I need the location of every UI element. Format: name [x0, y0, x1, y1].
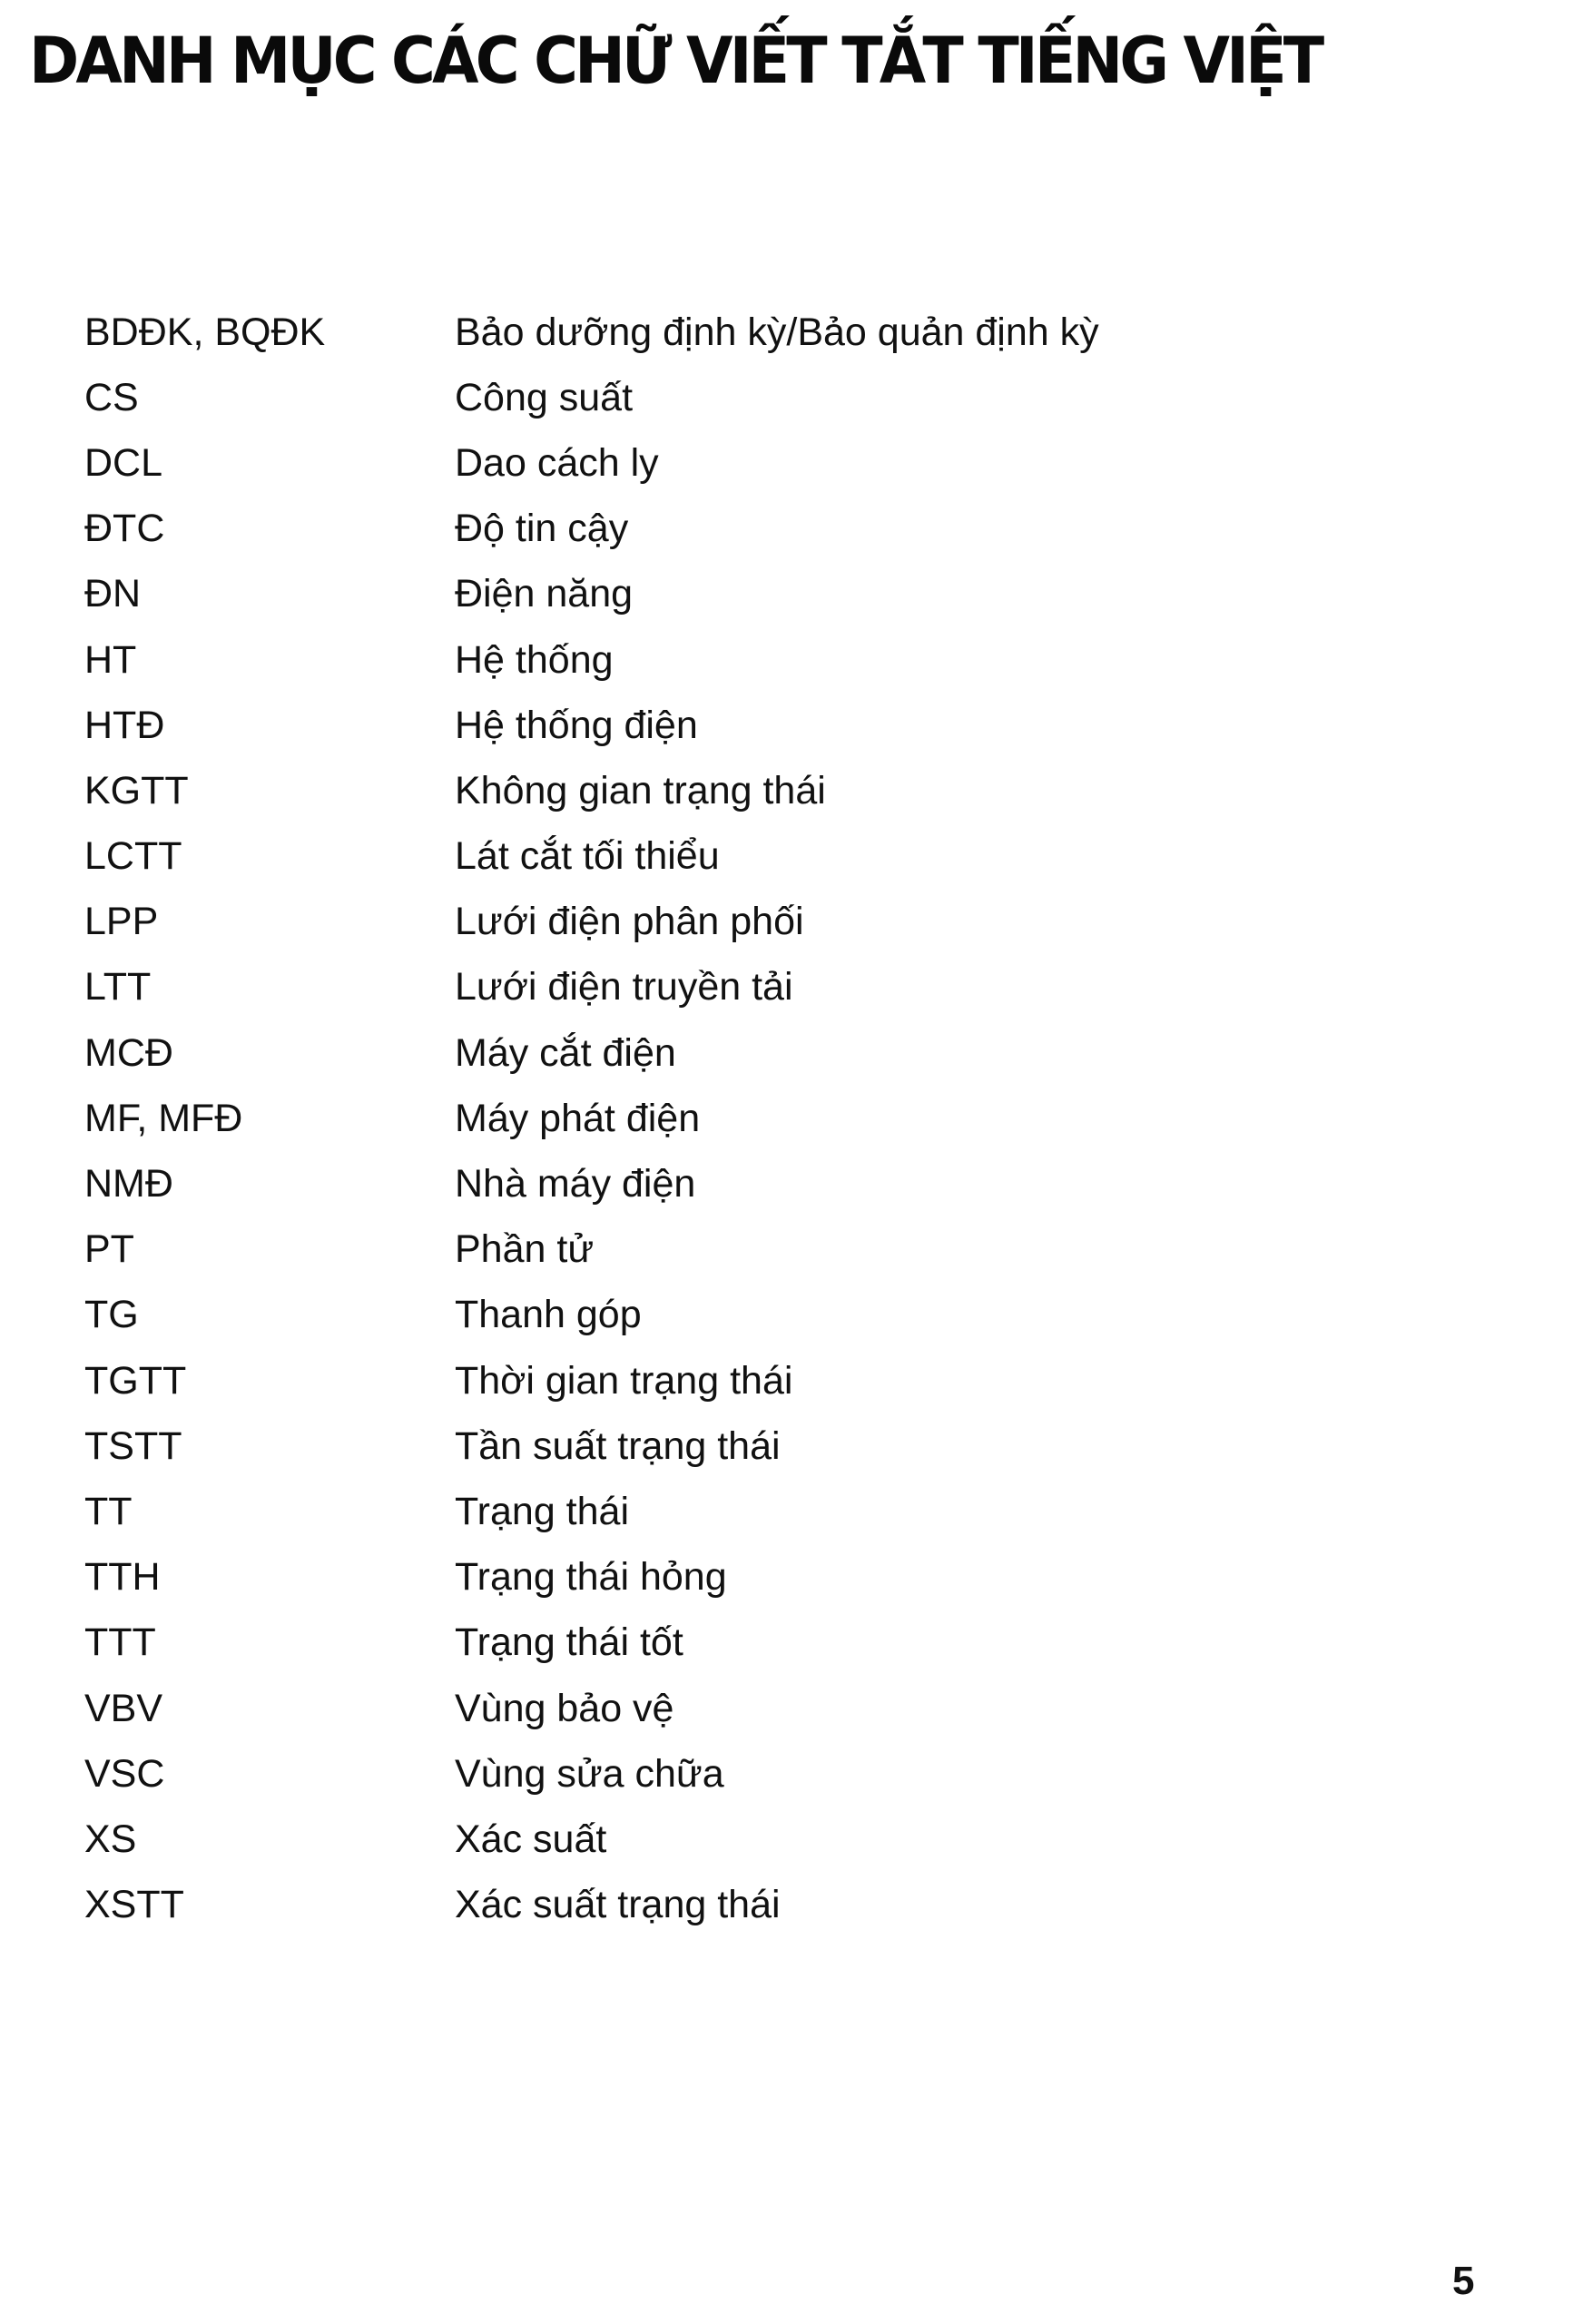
abbreviation-meaning: Máy cắt điện — [455, 1030, 676, 1075]
abbreviation-list — [84, 300, 1355, 1938]
abbreviation-row — [84, 1545, 1355, 1610]
abbreviation-row — [84, 1348, 1355, 1413]
abbreviation-code: DCL — [84, 440, 163, 485]
abbreviation-code: LTT — [84, 965, 152, 1009]
abbreviation-row — [84, 1020, 1355, 1086]
abbreviation-row — [84, 890, 1355, 955]
abbreviation-code: VSC — [84, 1751, 165, 1796]
abbreviation-code: TTH — [84, 1555, 161, 1600]
abbreviation-meaning: Xác suất — [455, 1817, 607, 1861]
abbreviation-meaning: Vùng bảo vệ — [455, 1686, 674, 1730]
abbreviation-code: VBV — [84, 1686, 163, 1730]
abbreviation-meaning: Hệ thống điện — [455, 703, 698, 747]
abbreviation-code: PT — [84, 1227, 134, 1272]
abbreviation-meaning: Dao cách ly — [455, 440, 659, 485]
abbreviation-code: TT — [84, 1489, 133, 1533]
abbreviation-meaning: Phần tử — [455, 1227, 595, 1272]
abbreviation-row — [84, 824, 1355, 890]
abbreviation-code: NMĐ — [84, 1162, 173, 1206]
abbreviation-meaning: Điện năng — [455, 572, 634, 616]
abbreviation-code: HTĐ — [84, 703, 165, 747]
abbreviation-row — [84, 1217, 1355, 1283]
abbreviation-meaning: Vùng sửa chữa — [455, 1751, 724, 1796]
abbreviation-code: MCĐ — [84, 1030, 173, 1075]
abbreviation-row — [84, 1610, 1355, 1676]
abbreviation-code: ĐN — [84, 572, 142, 616]
abbreviation-code: XS — [84, 1817, 137, 1861]
abbreviation-meaning: Máy phát điện — [455, 1096, 701, 1140]
page-number: 5 — [1452, 2259, 1475, 2303]
abbreviation-meaning: Công suất — [455, 375, 634, 419]
abbreviation-row — [84, 1413, 1355, 1479]
abbreviation-meaning: Trạng thái tốt — [455, 1620, 683, 1665]
abbreviation-meaning: Hệ thống — [455, 637, 614, 682]
abbreviation-row — [84, 1283, 1355, 1348]
abbreviation-meaning: Lưới điện truyền tải — [455, 965, 793, 1009]
abbreviation-row — [84, 365, 1355, 430]
abbreviation-code: HT — [84, 637, 137, 682]
abbreviation-row — [84, 1086, 1355, 1151]
abbreviation-row — [84, 1479, 1355, 1544]
abbreviation-code: MF, MFĐ — [84, 1096, 243, 1140]
abbreviation-meaning: Lát cắt tối thiểu — [455, 834, 720, 879]
abbreviation-code: BDĐK, BQĐK — [84, 310, 326, 354]
abbreviation-row — [84, 955, 1355, 1020]
abbreviation-row — [84, 562, 1355, 627]
abbreviation-meaning: Nhà máy điện — [455, 1162, 696, 1206]
abbreviation-code: TGTT — [84, 1358, 187, 1403]
abbreviation-row — [84, 1741, 1355, 1807]
abbreviation-row — [84, 693, 1355, 758]
abbreviation-row — [84, 1873, 1355, 1938]
abbreviation-row — [84, 758, 1355, 823]
abbreviation-code: LPP — [84, 900, 159, 944]
abbreviation-code: ĐTC — [84, 507, 165, 551]
abbreviation-meaning: Lưới điện phân phối — [455, 900, 804, 944]
abbreviation-meaning: Không gian trạng thái — [455, 768, 826, 812]
abbreviation-row — [84, 1151, 1355, 1216]
abbreviation-code: KGTT — [84, 768, 189, 812]
abbreviation-meaning: Xác suất trạng thái — [455, 1883, 781, 1927]
abbreviation-row — [84, 497, 1355, 562]
abbreviation-code: TTT — [84, 1620, 156, 1665]
abbreviation-meaning: Thanh góp — [455, 1293, 642, 1337]
abbreviation-meaning: Thời gian trạng thái — [455, 1358, 793, 1403]
abbreviation-code: LCTT — [84, 834, 182, 879]
page-title: DANH MỤC CÁC CHỮ VIẾT TẮT TIẾNG VIỆT — [29, 24, 1322, 98]
abbreviation-row — [84, 300, 1355, 365]
abbreviation-row — [84, 430, 1355, 496]
abbreviation-code: CS — [84, 375, 139, 419]
abbreviation-meaning: Trạng thái — [455, 1489, 630, 1533]
abbreviation-meaning: Tần suất trạng thái — [455, 1423, 781, 1468]
abbreviation-meaning: Bảo dưỡng định kỳ/Bảo quản định kỳ — [455, 310, 1099, 354]
abbreviation-row — [84, 1676, 1355, 1741]
abbreviation-code: TG — [84, 1293, 139, 1337]
abbreviation-code: TSTT — [84, 1423, 182, 1468]
abbreviation-row — [84, 1807, 1355, 1872]
abbreviation-row — [84, 627, 1355, 693]
abbreviation-meaning: Độ tin cậy — [455, 507, 629, 551]
abbreviation-code: XSTT — [84, 1883, 184, 1927]
abbreviation-meaning: Trạng thái hỏng — [455, 1555, 727, 1600]
